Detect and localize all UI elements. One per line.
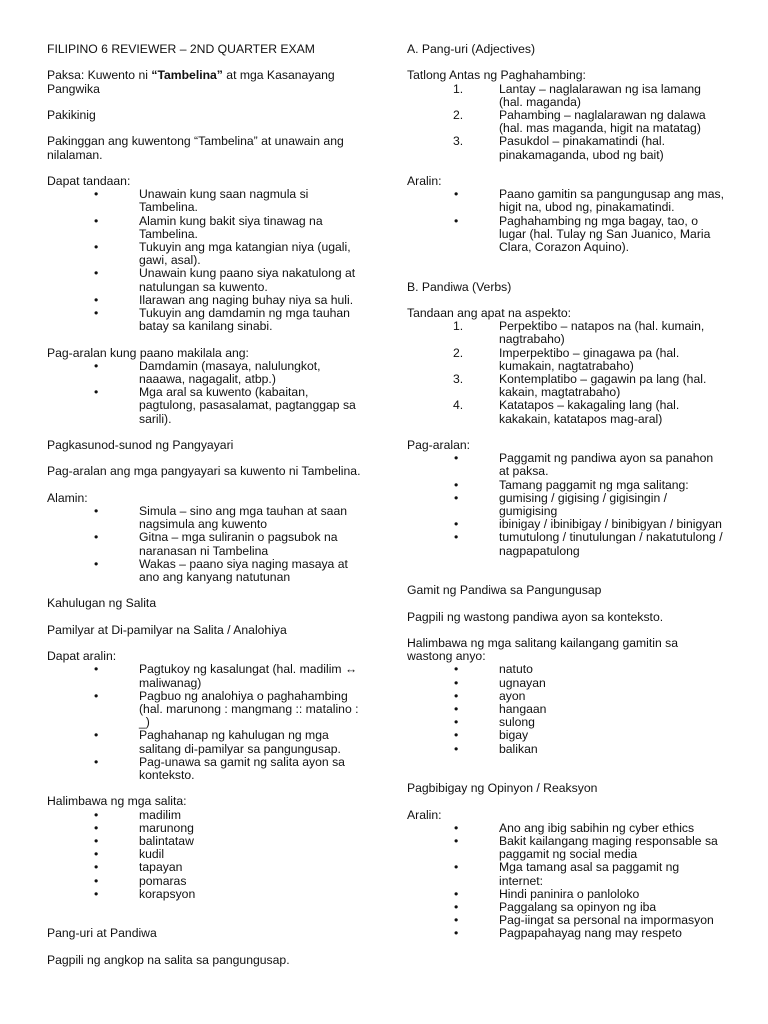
bullet-icon: • — [454, 900, 459, 915]
pag-aralan-list — [407, 452, 725, 558]
bullet-icon: • — [94, 213, 99, 228]
list-item: • Wakas – paano siya naging masaya at ano ang kanyang natutunan — [94, 556, 348, 584]
alamin-list — [47, 505, 367, 584]
list-item: • Hindi paninira o panloloko — [454, 886, 640, 901]
bullet-icon: • — [94, 754, 99, 769]
section-heading-kahulugan: Kahulugan ng Salita — [47, 596, 157, 611]
section-heading-panguri: A. Pang-uri (Adjectives) — [407, 42, 536, 56]
list-number: 1. — [453, 81, 464, 96]
section-heading-pagbibigay: Pagbibigay ng Opinyon / Reaksyon — [407, 781, 598, 796]
alamin-label: Alamin: — [47, 490, 88, 505]
pakinggan-text: Pakinggan ang kuwentong “Tambelina” at unawain ang nilalaman. — [47, 134, 344, 162]
right-column — [407, 43, 725, 941]
pag-aralan-makilala-label: Pag-aralan kung paano makilala ang: — [47, 345, 249, 360]
left-column — [47, 43, 367, 967]
bullet-icon: • — [94, 266, 99, 281]
pag-aralan-label: Pag-aralan: — [407, 438, 471, 453]
list-item: 4. Katatapos – kakagaling lang (hal. kakakain, katatapos mag-aral) — [453, 398, 680, 426]
list-item: 3. Pasukdol – pinakamatindi (hal. pinakamaganda, ubod ng bait) — [453, 134, 665, 162]
list-item: 2. Pahambing – naglalarawan ng dalawa (hal. mas maganda, higit na matatag) — [453, 108, 706, 136]
bullet-icon: • — [454, 715, 459, 730]
bullet-icon: • — [94, 834, 99, 848]
list-item: • Pag-iingat sa personal na impormasyon — [454, 913, 714, 928]
paksa-suffix: at mga Kasanayang Pangwika — [47, 68, 335, 96]
list-item: • bigay — [454, 728, 529, 743]
list-item: • ugnayan — [454, 675, 546, 690]
list-item: • Ano ang ibig sabihin ng cyber ethics — [454, 820, 695, 835]
list-item: • korapsyon — [94, 886, 196, 901]
bullet-icon: • — [94, 728, 99, 743]
list-item: • natuto — [454, 662, 533, 677]
bullet-icon: • — [454, 728, 459, 743]
pamilyar-heading: Pamilyar at Di-pamilyar na Salita / Analohiya — [47, 622, 287, 637]
halimbawa-kailangan-label: Halimbawa ng mga salitang kailangang gamitin sa wastong anyo: — [407, 636, 678, 664]
list-item: • Alamin kung bakit siya tinawag na Tambelina. — [94, 213, 323, 241]
bullet-icon: • — [454, 490, 459, 505]
list-item: • Unawain kung paano siya nakatulong at natulungan sa kuwento. — [94, 266, 356, 294]
list-item: • Tukuyin ang damdamin ng mga tauhan batay sa kanilang sinabi. — [94, 306, 350, 334]
bullet-icon: • — [94, 688, 99, 703]
bullet-icon: • — [94, 886, 99, 901]
bullet-icon: • — [94, 556, 99, 571]
list-number: 3. — [453, 134, 464, 149]
bullet-icon: • — [454, 675, 459, 690]
list-number: 4. — [453, 398, 464, 413]
list-number: 1. — [453, 319, 464, 334]
bullet-icon: • — [94, 860, 99, 875]
list-item: • hangaan — [454, 702, 547, 717]
list-item: • sulong — [454, 715, 535, 730]
list-item: • pomaras — [94, 873, 187, 888]
paksa-story-title: “Tambelina” — [151, 68, 223, 83]
tandaan-aspekto-label: Tandaan ang apat na aspekto: — [407, 306, 571, 320]
bullet-icon: • — [454, 477, 459, 492]
pagpili-angkop-text: Pagpili ng angkop na salita sa pangungusap. — [47, 952, 290, 967]
tandaan-list — [47, 188, 367, 333]
makilala-list — [47, 360, 367, 426]
antas-list — [407, 83, 725, 162]
bullet-icon: • — [94, 385, 99, 400]
bullet-icon: • — [94, 503, 99, 518]
list-item: • ibinigay / ibinibigay / binibigyan / binigyan — [454, 517, 722, 532]
tatlong-antas-label: Tatlong Antas ng Paghahambing: — [407, 68, 586, 83]
list-item: 1. Perpektibo – natapos na (hal. kumain, nagtrabaho) — [453, 319, 705, 347]
list-item: • Paano gamitin sa pangungusap ang mas, higit na, ubod ng, pinakamatindi. — [454, 187, 724, 215]
list-item: • tumutulong / tinutulungan / nakatutulong / nagpapatulong — [454, 530, 723, 558]
list-item: • kudil — [94, 847, 165, 862]
list-item: • Bakit kailangang maging responsable sa paggamit ng social media — [454, 834, 718, 862]
list-item: • Paghahambing ng mga bagay, tao, o lugar (hal. Tulay ng San Juanico, Maria Clara, Corazon Aquino). — [454, 213, 711, 255]
bullet-icon: • — [454, 213, 459, 228]
aralin-label-2: Aralin: — [407, 807, 442, 822]
list-item: • balikan — [454, 741, 538, 756]
bullet-icon: • — [454, 530, 459, 545]
bullet-icon: • — [94, 662, 99, 677]
bullet-icon: • — [454, 187, 459, 202]
bullet-icon: • — [454, 451, 459, 466]
list-item: • Pagpapahayag nang may respeto — [454, 926, 682, 941]
list-item: • Pagbuo ng analohiya o paghahambing (hal. marunong : mangmang :: matalino : _) — [94, 688, 359, 730]
list-item: • Pagtukoy ng kasalungat (hal. madilim ↔ maliwanag) — [94, 662, 358, 690]
bullet-icon: • — [454, 926, 459, 941]
list-item: • ayon — [454, 688, 526, 703]
aralin-list — [47, 663, 367, 782]
opinyon-list — [407, 822, 725, 941]
bullet-icon: • — [454, 688, 459, 703]
list-number: 2. — [453, 108, 464, 122]
bullet-icon: • — [94, 292, 99, 307]
wastong-list — [407, 663, 725, 755]
bullet-icon: • — [94, 873, 99, 888]
section-heading-gamit-pandiwa: Gamit ng Pandiwa sa Pangungusap — [407, 583, 602, 598]
bullet-icon: • — [454, 702, 459, 717]
dapat-tandaan-label: Dapat tandaan: — [47, 173, 131, 188]
bullet-icon: • — [454, 741, 459, 756]
bullet-icon: • — [454, 662, 459, 677]
list-item: • Mga tamang asal sa paggamit ng internet: — [454, 860, 680, 888]
section-heading-pandiwa: B. Pandiwa (Verbs) — [407, 279, 512, 294]
bullet-icon: • — [94, 239, 99, 254]
bullet-icon: • — [94, 530, 99, 545]
dapat-aralin-label: Dapat aralin: — [47, 649, 117, 664]
bullet-icon: • — [94, 807, 99, 822]
bullet-icon: • — [454, 517, 459, 532]
aralin-label: Aralin: — [407, 174, 442, 188]
bullet-icon: • — [94, 306, 99, 320]
list-number: 2. — [453, 345, 464, 360]
page-title: FILIPINO 6 REVIEWER – 2ND QUARTER EXAM — [47, 42, 315, 56]
bullet-icon: • — [94, 358, 99, 373]
bullet-icon: • — [94, 820, 99, 835]
bullet-icon: • — [454, 834, 459, 849]
section-heading-panguri-pandiwa: Pang-uri at Pandiwa — [47, 926, 157, 941]
list-item: • Mga aral sa kuwento (kabaitan, pagtulong, pasasalamat, pagtanggap sa sarili). — [94, 385, 356, 426]
list-item: • Paggamit ng pandiwa ayon sa panahon at paksa. — [454, 451, 714, 479]
list-item: 2. Imperpektibo – ginagawa pa (hal. kumakain, nagtatrabaho) — [453, 345, 680, 373]
paksa-prefix: Paksa: Kuwento ni — [47, 68, 152, 83]
list-item: • Paghahanap ng kahulugan ng mga salitang di-pamilyar sa pangungusap. — [94, 728, 341, 756]
list-item: • marunong — [94, 820, 194, 835]
list-item: • Tamang paggamit ng mga salitang: — [454, 477, 689, 492]
list-item: • gumising / gigising / gigisingin / gumigising — [454, 490, 668, 519]
section-heading-pagkasunod: Pagkasunod-sunod ng Pangyayari — [47, 438, 234, 452]
list-item: • Ilarawan ang naging buhay niya sa huli. — [94, 292, 354, 307]
list-item: • madilim — [94, 807, 181, 822]
list-item: • Simula – sino ang mga tauhan at saan nagsimula ang kuwento — [94, 503, 348, 532]
list-number: 3. — [453, 372, 464, 387]
bullet-icon: • — [454, 913, 459, 928]
section-heading-pakikinig: Pakikinig — [47, 107, 96, 122]
bullet-icon: • — [454, 886, 459, 901]
panguri-aralin-list — [407, 188, 725, 254]
bullet-icon: • — [94, 847, 99, 862]
list-item: • Paggalang sa opinyon ng iba — [454, 900, 657, 915]
list-item: • tapayan — [94, 860, 183, 875]
bullet-icon: • — [454, 820, 459, 835]
list-item: • Pag-unawa sa gamit ng salita ayon sa konteksto. — [94, 754, 345, 782]
list-item: • Damdamin (masaya, nalulungkot, naaawa, nagagalit, atbp.) — [94, 358, 321, 386]
pagpili-wastong-text: Pagpili ng wastong pandiwa ayon sa konteksto. — [407, 609, 664, 624]
list-item: 1. Lantay – naglalarawan ng isa lamang (hal. maganda) — [453, 81, 701, 109]
halimbawa-list — [47, 809, 367, 901]
halimbawa-label: Halimbawa ng mga salita: — [47, 794, 187, 809]
list-item: • Tukuyin ang mga katangian niya (ugali, gawi, asal). — [94, 239, 351, 268]
list-item: 3. Kontemplatibo – gagawin pa lang (hal. kakain, magtatrabaho) — [453, 372, 707, 400]
list-item: • Unawain kung saan nagmula si Tambelina. — [94, 187, 309, 215]
bullet-icon: • — [454, 860, 459, 875]
paksa-line — [47, 69, 367, 95]
bullet-icon: • — [94, 187, 99, 202]
list-item: • balintataw — [94, 834, 194, 848]
pag-aralan-pangyayari-text: Pag-aralan ang mga pangyayari sa kuwento ni Tambelina. — [47, 464, 361, 479]
aspekto-list — [407, 320, 725, 426]
list-item: • Gitna – mga suliranin o pagsubok na naranasan ni Tambelina — [94, 530, 338, 558]
